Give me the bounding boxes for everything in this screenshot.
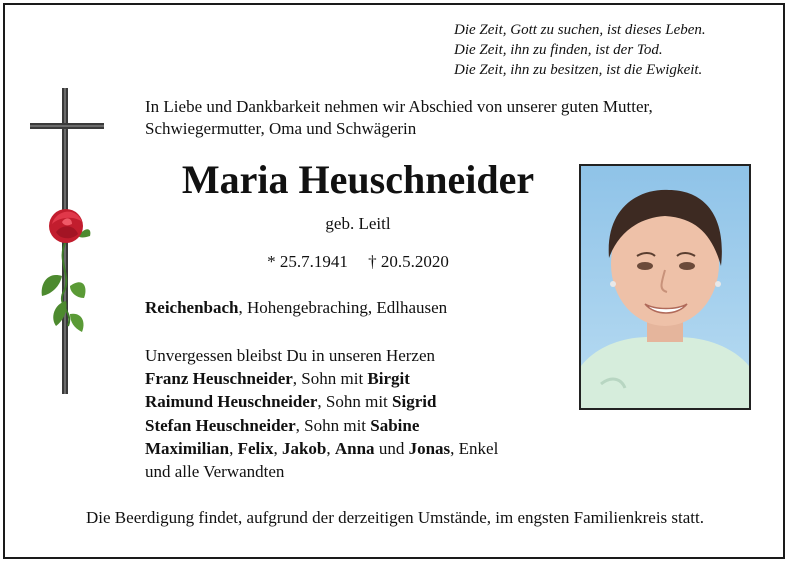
mourners-closing: und alle Verwandten [145,462,285,482]
deceased-name: Maria Heuschneider [181,157,535,202]
grandchildren-line: Maximilian, Felix, Jakob, Anna und Jonas, Enkel [145,438,499,458]
place-rest: , Hohengebraching, Edlhausen [238,298,448,317]
motto-verse [454,20,774,80]
mourner-line: Raimund Heuschneider, Sohn mit Sigrid [145,392,437,412]
motto-line: Die Zeit, ihn zu besitzen, ist die Ewigkeit. [454,62,703,78]
place-main: Reichenbach [145,298,239,317]
places-line [145,298,447,318]
mourners-intro: Unvergessen bleibst Du in unseren Herzen [145,346,436,365]
intro-text: In Liebe und Dankbarkeit nehmen wir Abschied von unserer guten Mutter, Schwiegermutter, Oma und Schwägerin [145,97,653,138]
mourners-list [145,344,575,483]
cross-with-rose-icon [26,86,110,398]
portrait-photo [579,164,751,410]
life-dates [145,252,571,272]
death-date: † 20.5.2020 [368,252,449,271]
mourner-line: Stefan Heuschneider, Sohn mit Sabine [145,415,420,435]
funeral-notice: Die Beerdigung findet, aufgrund der derzeitigen Umstände, im engsten Familienkreis statt. [86,508,704,527]
motto-line: Die Zeit, Gott zu suchen, ist dieses Leben. [454,22,706,38]
motto-line: Die Zeit, ihn zu finden, ist der Tod. [454,42,663,58]
birth-date: * 25.7.1941 [267,252,348,271]
mourner-line: Franz Heuschneider, Sohn mit Birgit [145,369,410,389]
maiden-name: geb. Leitl [325,214,391,233]
